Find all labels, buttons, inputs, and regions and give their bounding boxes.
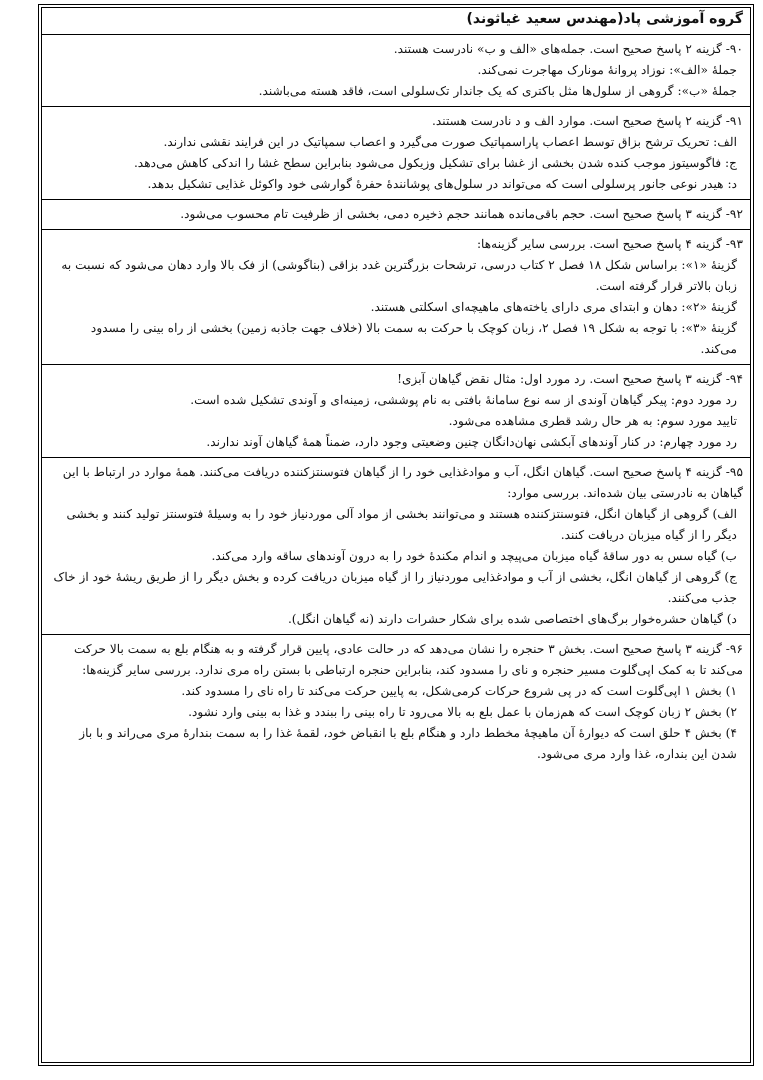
answer-explanation-item: ج: فاگوسیتوز موجب کنده شدن بخشی از غشا برای تشکیل وزیکول می‌شود بنابراین سطح غشا را اندکی کاهش می‌دهد. xyxy=(133,156,737,170)
answer-explanation-item: ۱) بخش ۱ اپی‌گلوت است که در پی شروع حرکات کرمی‌شکل، به پایین حرکت می‌کند تا راه نای را مسدود کند. xyxy=(181,684,737,698)
answer-explanation-item: گزینهٔ «۱»: براساس شکل ۱۸ فصل ۲ کتاب درسی، ترشحات بزرگترین غدد بزاقی (بناگوشی) از فک بالا وارد دهان می‌شود که نسبت به زبان بالاتر قرار گرفته است. xyxy=(61,258,737,293)
answer-explanation-item: تایید مورد سوم: به هر حال رشد قطری مشاهده می‌شود. xyxy=(448,414,737,428)
answer-explanation-item: گزینهٔ «۳»: با توجه به شکل ۱۹ فصل ۲، زبان کوچک با حرکت به سمت بالا (خلاف جهت جاذبه زمین) بخشی از راه بینی را مسدود می‌کند. xyxy=(90,321,737,356)
answer-block xyxy=(41,365,751,458)
answer-lead: ۹۳- گزینه ۴ پاسخ صحیح است. بررسی سایر گزینه‌ها: xyxy=(476,237,743,251)
answer-explanation-item: ۲) بخش ۲ زبان کوچک است که هم‌زمان با عمل بلع به بالا می‌رود تا راه بینی را ببندد و غذا به بینی وارد نشود. xyxy=(188,705,737,719)
answer-block xyxy=(41,458,751,635)
answer-block xyxy=(41,200,751,230)
answer-explanation-item: ب) گیاه سس به دور ساقهٔ گیاه میزبان می‌پیچد و اندام مکندهٔ خود را به درون آوندهای ساقه وارد می‌کند. xyxy=(211,549,737,563)
answer-block xyxy=(41,35,751,107)
answer-explanation-item: جملهٔ «ب»: گروهی از سلول‌ها مثل باکتری که یک جاندار تک‌سلولی است، فاقد هسته می‌باشند. xyxy=(258,84,737,98)
answer-list xyxy=(41,35,751,769)
answer-explanation-item: رد مورد دوم: پیکر گیاهان آوندی از سه نوع سامانهٔ بافتی به نام پوششی، زمینه‌ای و آوندی تشکیل شده است. xyxy=(190,393,737,407)
answer-lead: ۹۵- گزینه ۴ پاسخ صحیح است. گیاهان انگل، آب و موادغذایی خود را از گیاهان فتوسنتزکننده دریافت می‌کنند. همهٔ موارد در ارتباط با این گیاهان به نادرستی بیان شده‌اند. بررسی موارد: xyxy=(62,465,743,500)
answer-block xyxy=(41,107,751,200)
answer-lead: ۹۱- گزینه ۲ پاسخ صحیح است. موارد الف و د نادرست هستند. xyxy=(432,114,743,128)
answer-explanation-item: الف: تحریک ترشح بزاق توسط اعصاب پاراسمپاتیک صورت می‌گیرد و اعصاب سمپاتیک در این فرایند نقشی ندارند. xyxy=(163,135,737,149)
answer-explanation-item: جملهٔ «الف»: نوزاد پروانهٔ مونارک مهاجرت نمی‌کند. xyxy=(477,63,737,77)
answer-explanation-item: د: هیدر نوعی جانور پرسلولی است که می‌تواند در سلول‌های پوشانندهٔ حفرهٔ گوارشی خود واکوئل غذایی تشکیل بدهد. xyxy=(147,177,737,191)
answer-lead: ۹۲- گزینه ۳ پاسخ صحیح است. حجم باقی‌مانده همانند حجم ذخیره دمی، بخشی از ظرفیت تام محسوب می‌شود. xyxy=(180,207,743,221)
answer-explanation-item: گزینهٔ «۲»: دهان و ابتدای مری دارای یاخته‌های ماهیچه‌ای اسکلتی هستند. xyxy=(370,300,737,314)
answer-block xyxy=(41,635,751,769)
answer-lead: ۹۶- گزینه ۳ پاسخ صحیح است. بخش ۳ حنجره را نشان می‌دهد که در حالت عادی، پایین قرار گرفته و به هنگام بلع به سمت بالا حرکت می‌کند تا به کمک اپی‌گلوت مسیر حنجره و نای را مسدود کند، بنابراین حنجره ارتباطی با بستن راه مری ندارد. بررسی سایر گزینه‌ها: xyxy=(73,642,743,677)
answer-explanation-item: الف) گروهی از گیاهان انگل، فتوسنتزکننده هستند و می‌توانند بخشی از مواد آلی موردنیاز خود را به وسیلهٔ فتوسنتز تولید کنند و بخشی دیگر را از گیاه میزبان دریافت کنند. xyxy=(66,507,737,542)
answer-block xyxy=(41,230,751,365)
header-title: گروه آموزشی پاد(مهندس سعید غیاثوند) xyxy=(466,11,743,27)
answer-explanation-item: رد مورد چهارم: در کنار آوندهای آبکشی نهان‌دانگان چنین وضعیتی وجود دارد، ضمناً همهٔ گیاهان آوند ندارند. xyxy=(206,435,737,449)
answer-explanation-item: ج) گروهی از گیاهان انگل، بخشی از آب و موادغذایی موردنیاز را از گیاه میزبان دریافت کرده و بخش دیگر را از طریق ریشهٔ خود از خاک جذب می‌کنند. xyxy=(53,570,737,605)
page-header xyxy=(41,7,751,35)
answer-lead: ۹۴- گزینه ۳ پاسخ صحیح است. رد مورد اول: مثال نقض گیاهان آبزی! xyxy=(397,372,743,386)
answer-explanation-item: ۴) بخش ۴ حلق است که دیوارهٔ آن ماهیچهٔ مخطط دارد و هنگام بلع با انقباض خود، لقمهٔ غذا را به سمت بندارهٔ مری می‌راند و با باز شدن این بنداره، غذا وارد مری می‌شود. xyxy=(79,726,737,761)
answer-lead: ۹۰- گزینه ۲ پاسخ صحیح است. جمله‌های «الف و ب» نادرست هستند. xyxy=(393,42,743,56)
answer-explanation-item: د) گیاهان حشره‌خوار برگ‌های اختصاصی شده برای شکار حشرات دارند (نه گیاهان انگل). xyxy=(287,612,737,626)
